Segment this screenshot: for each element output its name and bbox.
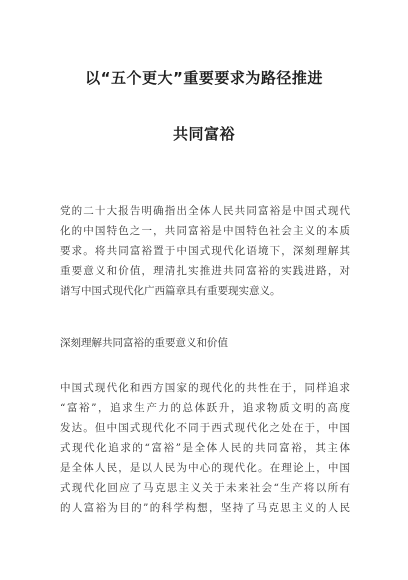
paragraph-line: 重要意义和价值，理清扎实推进共同富裕的实践进路，对	[60, 265, 350, 277]
paragraph-line: 是全体人民，是以人民为中心的现代化。在理论上，中国	[60, 462, 350, 474]
body-paragraph	[60, 378, 350, 518]
paragraph-line: 式现代化追求的“富裕”是全体人民的共同富裕，其主体	[60, 442, 350, 454]
document-title-line1: 以“五个更大”重要要求为路径推进	[85, 69, 323, 87]
paragraph-line: 化的中国特色之一，共同富裕是中国特色社会主义的本质	[60, 225, 350, 237]
paragraph-line: 发达。但中国式现代化不同于西式现代化之处在于，中国	[60, 422, 350, 434]
paragraph-line: 要求。将共同富裕置于中国式现代化语境下，深刻理解其	[60, 245, 350, 257]
paragraph-line: 的人富裕为目的”的科学构想，坚持了马克思主义的人民	[60, 502, 350, 514]
paragraph-line: 式现代化回应了马克思主义关于未来社会“生产将以所有	[60, 482, 350, 494]
paragraph-line: 谱写中国式现代化广西篇章具有重要现实意义。	[60, 285, 281, 297]
intro-paragraph	[60, 201, 350, 301]
section-heading: 深刻理解共同富裕的重要意义和价值	[60, 337, 228, 349]
paragraph-line: 党的二十大报告明确指出全体人民共同富裕是中国式现代	[60, 205, 350, 217]
paragraph-line: “富裕”，追求生产力的总体跃升，追求物质文明的高度	[60, 402, 350, 414]
document-title-line2: 共同富裕	[172, 125, 235, 143]
paragraph-line: 中国式现代化和西方国家的现代化的共性在于，同样追求	[60, 382, 350, 394]
